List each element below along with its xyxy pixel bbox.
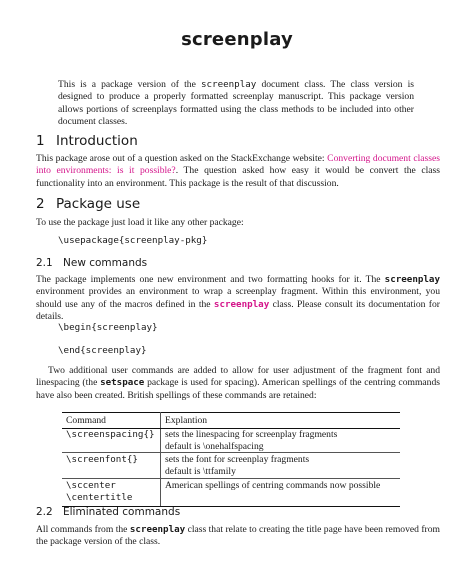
abstract-text-2: document class. The class version is designed to produce a properly formatted screenplay manuscript. This package version allows portions of screenplays formatted using the class methods to be included into other document classes. [58, 79, 414, 128]
abstract-keyword: screenplay [200, 79, 257, 90]
subsection-title: New commands [63, 257, 148, 269]
setspace-keyword: setspace [100, 377, 145, 389]
usage-paragraph: To use the package just load it like any other package: [36, 217, 244, 228]
description-default: default is \onehalfspacing [165, 440, 264, 452]
eliminated-paragraph [36, 524, 440, 549]
eliminated-text-1: All commands from the [36, 524, 130, 535]
table-cell-command [62, 428, 161, 453]
description-line [165, 441, 396, 453]
description-line: sets the font for screenplay fragments [165, 454, 310, 466]
command-text: \centertitle [66, 491, 133, 503]
eliminated-keyword: screenplay [129, 524, 186, 535]
subsection-number: 2.2 [36, 506, 53, 518]
abstract-text-1: This is a package version of the [58, 79, 201, 90]
new-text-3: class. Please consult its documentation for details. [36, 298, 440, 323]
section-title: Introduction [56, 133, 138, 149]
table-cell-command [62, 478, 161, 506]
table-header-command: Command [62, 413, 161, 429]
commands-table [62, 412, 400, 507]
screenplay-class-link[interactable]: screenplay [213, 298, 270, 310]
additional-text-1: Two additional user commands are added to allow for user adjustment of the fragment font and linespacing (the [36, 365, 440, 389]
table-row [62, 478, 400, 506]
subsection-heading-eliminated [36, 506, 180, 519]
table-cell-description [161, 428, 401, 453]
usage-code: \usepackage{screenplay-pkg} [58, 235, 208, 246]
table-header-row [62, 413, 400, 429]
document-title: screenplay [181, 29, 293, 50]
description-line: American spellings of centring commands now possible [165, 479, 381, 491]
new-text-1: The package implements one new environment and two formatting hooks for it. The [36, 274, 385, 285]
stackexchange-link[interactable]: Converting document classes into environments: is it possible? [36, 153, 441, 177]
additional-text-2: package is used for spacing). American spellings of the centring commands have also been created. British spellings of these commands are retained: [36, 377, 440, 401]
table-header-explanation: Explantion [161, 413, 401, 429]
section-heading-introduction [36, 133, 138, 149]
table-cell-description [161, 453, 401, 479]
code-end-screenplay: \end{screenplay} [58, 345, 147, 356]
additional-commands-paragraph [36, 365, 440, 402]
table-row [62, 453, 400, 479]
code-begin-screenplay: \begin{screenplay} [58, 322, 158, 333]
table-cell-command [62, 453, 161, 479]
description-line: sets the linespacing for screenplay fragments [165, 428, 338, 440]
subsection-title: Eliminated commands [63, 506, 181, 518]
new-keyword-1: screenplay [384, 274, 440, 285]
command-text: \sccenter [66, 479, 116, 491]
section-number: 1 [36, 133, 45, 149]
table-row [62, 428, 400, 453]
subsection-number: 2.1 [36, 257, 53, 269]
section-title: Package use [56, 196, 141, 212]
eliminated-text-2: class that relate to creating the title page have been removed from the package version of the class. [36, 524, 440, 548]
section-number: 2 [36, 196, 45, 212]
command-text: \screenspacing{} [66, 428, 155, 440]
intro-text-1: This package arose out of a question asked on the StackExchange website: [36, 153, 328, 164]
table-cell-description [161, 478, 401, 506]
command-text: \screenfont{} [66, 454, 138, 466]
intro-text-2: . The question asked how easy it would be convert the class functionality into an environment. This package is the result of that discussion. [36, 165, 441, 189]
subsection-heading-new-commands [36, 257, 147, 270]
intro-paragraph [36, 153, 440, 190]
abstract [58, 79, 414, 129]
new-commands-paragraph [36, 274, 440, 324]
new-text-2: environment provides an environment to wrap a screenplay fragment. Within this environment, you should use any of the macros defined in the [36, 286, 440, 310]
section-heading-package-use [36, 196, 140, 212]
description-line: default is \ttfamily [165, 466, 236, 478]
